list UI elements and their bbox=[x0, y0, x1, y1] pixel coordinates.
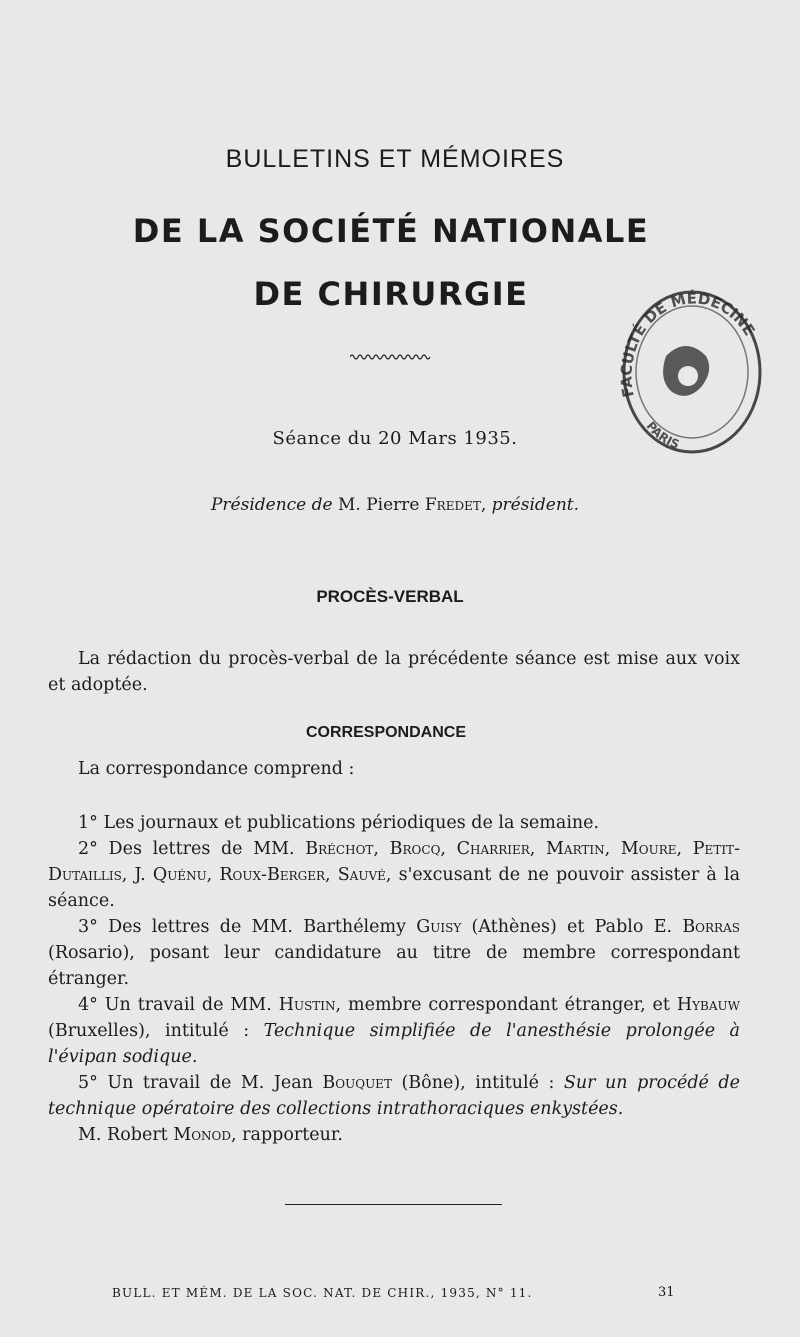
section-heading-proces-verbal: PROCÈS-VERBAL bbox=[316, 587, 464, 606]
president-surname: Fredet bbox=[424, 495, 481, 515]
correspondance-item-3 bbox=[48, 914, 740, 992]
item4-intitule: (Bruxelles), intitulé : bbox=[48, 1021, 250, 1041]
correspondance-item-4 bbox=[48, 992, 740, 1070]
item2-lead: 2° Des lettres de MM. bbox=[78, 839, 295, 859]
item5-lead: 5° Un travail de M. Jean bbox=[78, 1073, 313, 1093]
page-number: 31 bbox=[658, 1285, 675, 1300]
correspondance-item-2 bbox=[48, 836, 740, 914]
rapporteur-tail: rapporteur. bbox=[242, 1125, 343, 1145]
item5-intitule: (Bône), intitulé : bbox=[401, 1073, 555, 1093]
item5-name-bouquet: Bouquet bbox=[322, 1073, 392, 1093]
item3-mid: (Athènes) et Pablo E. bbox=[471, 917, 673, 937]
item4-lead: 4° Un travail de MM. bbox=[78, 995, 272, 1015]
section-heading-correspondance: CORRESPONDANCE bbox=[305, 724, 466, 741]
item4-work-title: Technique simplifiée de l'anesthésie prolongée à l'évipan sodique. bbox=[48, 1021, 740, 1067]
item4-name-hybauw: Hybauw bbox=[676, 995, 740, 1015]
item3-name-guisy: Guisy bbox=[416, 917, 462, 937]
rapporteur-name: Monod, bbox=[173, 1125, 237, 1145]
item3-tail: (Rosario), posant leur candidature au titre de membre correspondant étranger. bbox=[48, 943, 740, 989]
footer-reference: BULL. ET MÉM. DE LA SOC. NAT. DE CHIR., 1935, N° 11. bbox=[112, 1286, 533, 1300]
ornament-divider bbox=[350, 352, 432, 362]
proces-verbal-text: La rédaction du procès-verbal de la précédente séance est mise aux voix et adoptée. bbox=[48, 649, 740, 695]
stamp-text-bottom: PARIS bbox=[643, 419, 682, 452]
section-divider-rule bbox=[285, 1204, 502, 1205]
header-title-line3: DE CHIRURGIE bbox=[253, 275, 529, 313]
presidence-prefix: Présidence de bbox=[210, 495, 333, 515]
item3-name-borras: Borras bbox=[682, 917, 740, 937]
session-date: Séance du 20 Mars 1935. bbox=[272, 428, 518, 449]
presidence-name-plain: M. Pierre bbox=[337, 495, 420, 515]
item4-name-hustin: Hustin, bbox=[278, 995, 342, 1015]
correspondance-intro: La correspondance comprend : bbox=[78, 759, 355, 779]
correspondance-item-1: 1° Les journaux et publications périodiques de la semaine. bbox=[78, 813, 600, 833]
item2-names: Bréchot, Brocq, Charrier, Martin, Moure, Petit-Dutaillis, J. Quénu, Roux-Berger, Sauvé, bbox=[48, 839, 740, 885]
rapporteur-line bbox=[48, 1122, 740, 1148]
rapporteur-lead: M. Robert bbox=[78, 1125, 168, 1145]
item3-lead: 3° Des lettres de MM. Barthélemy bbox=[78, 917, 406, 937]
header-title-line2: DE LA SOCIÉTÉ NATIONALE bbox=[132, 212, 650, 250]
item4-mid: membre correspondant étranger, et bbox=[348, 995, 670, 1015]
presidence-line: Présidence de M. Pierre Fredet, président. bbox=[210, 495, 580, 515]
header-title-line1: BULLETINS ET MÉMOIRES bbox=[225, 145, 565, 173]
document-body bbox=[48, 646, 740, 1148]
stamp-text-top: FACULTÉ DE MÉDECINE bbox=[617, 289, 759, 399]
correspondance-item-5 bbox=[48, 1070, 740, 1122]
item5-work-title: Sur un procédé de technique opératoire des collections intrathoraciques enkystées. bbox=[48, 1073, 740, 1119]
stamp-emblem bbox=[663, 346, 709, 396]
presidence-suffix: président. bbox=[491, 495, 580, 515]
item2-tail: s'excusant de ne pouvoir assister à la séance. bbox=[48, 865, 740, 911]
